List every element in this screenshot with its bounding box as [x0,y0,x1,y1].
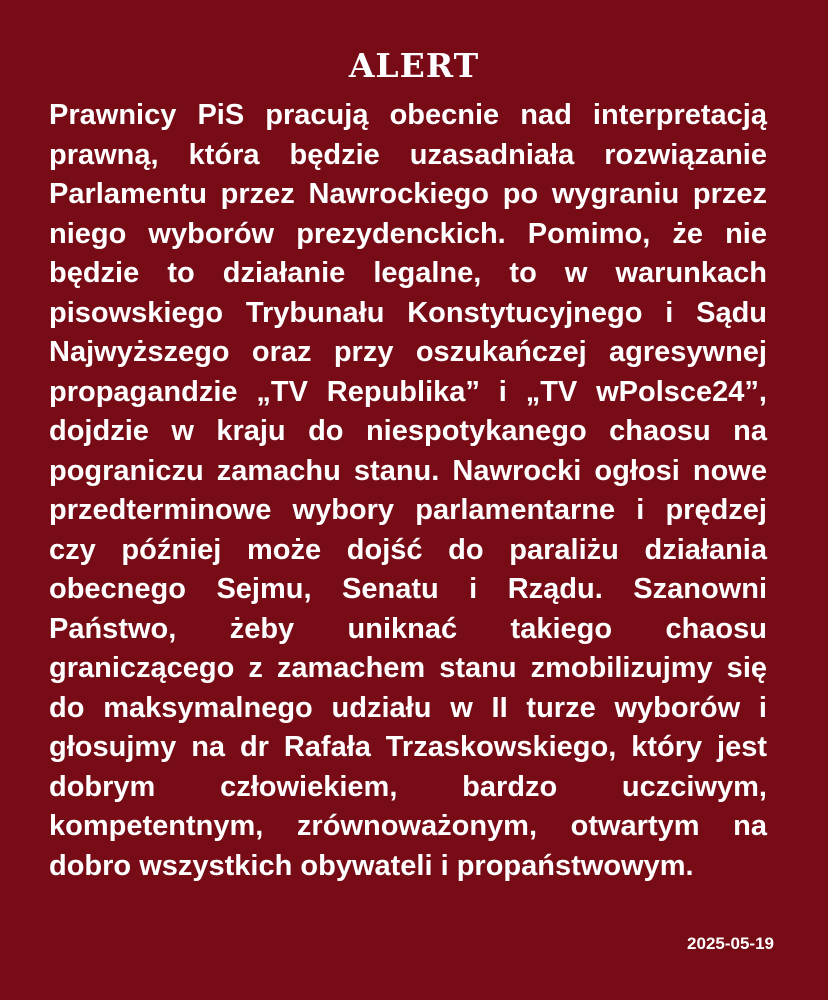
body-line: dobrym człowiekiem, bardzo uczciwym, [49,770,767,803]
body-line: obecnego Sejmu, Senatu i Rządu. Szanowni [49,573,767,605]
body-line: do maksymalnego udziału w II turze wyborów i [49,691,767,724]
body-line: Najwyższego oraz przy oszukańczej agresywnej [49,336,767,368]
body-line: Państwo, żeby uniknać takiego chaosu [49,612,767,645]
body-line: niego wyborów prezydenckich. Pomimo, że nie [49,217,767,250]
body-line-last: dobro wszystkich obywateli i propaństwowym. [49,849,694,882]
body-line: Parlamentu przez Nawrockiego po wygraniu przez [49,178,767,210]
date-stamp: 2025-05-19 [687,934,774,953]
body-line: pisowskiego Trybunału Konstytucyjnego i Sądu [49,296,767,329]
body-line: czy później może dojść do paraliżu działania [49,533,767,566]
body-line: prawną, która będzie uzasadniała rozwiązanie [49,138,767,171]
body-line: dojdzie w kraju do niespotykanego chaosu na [49,415,767,447]
alert-title: ALERT [348,46,480,85]
body-line: kompetentnym, zrównoważonym, otwartym na [49,810,767,842]
body-line: graniczącego z zamachem stanu zmobilizujmy się [49,652,767,684]
body-line: pograniczu zamachu stanu. Nawrocki ogłosi nowe [49,454,767,487]
body-line: przedterminowe wybory parlamentarne i prędzej [49,494,767,526]
body-line: propagandzie „TV Republika” i „TV wPolsce24”, [49,375,767,408]
body-line: Prawnicy PiS pracują obecnie nad interpretacją [49,99,767,131]
body-line: będzie to działanie legalne, to w warunkach [49,257,767,289]
alert-body-text [49,96,767,886]
body-line: głosujmy na dr Rafała Trzaskowskiego, który jest [49,731,767,763]
